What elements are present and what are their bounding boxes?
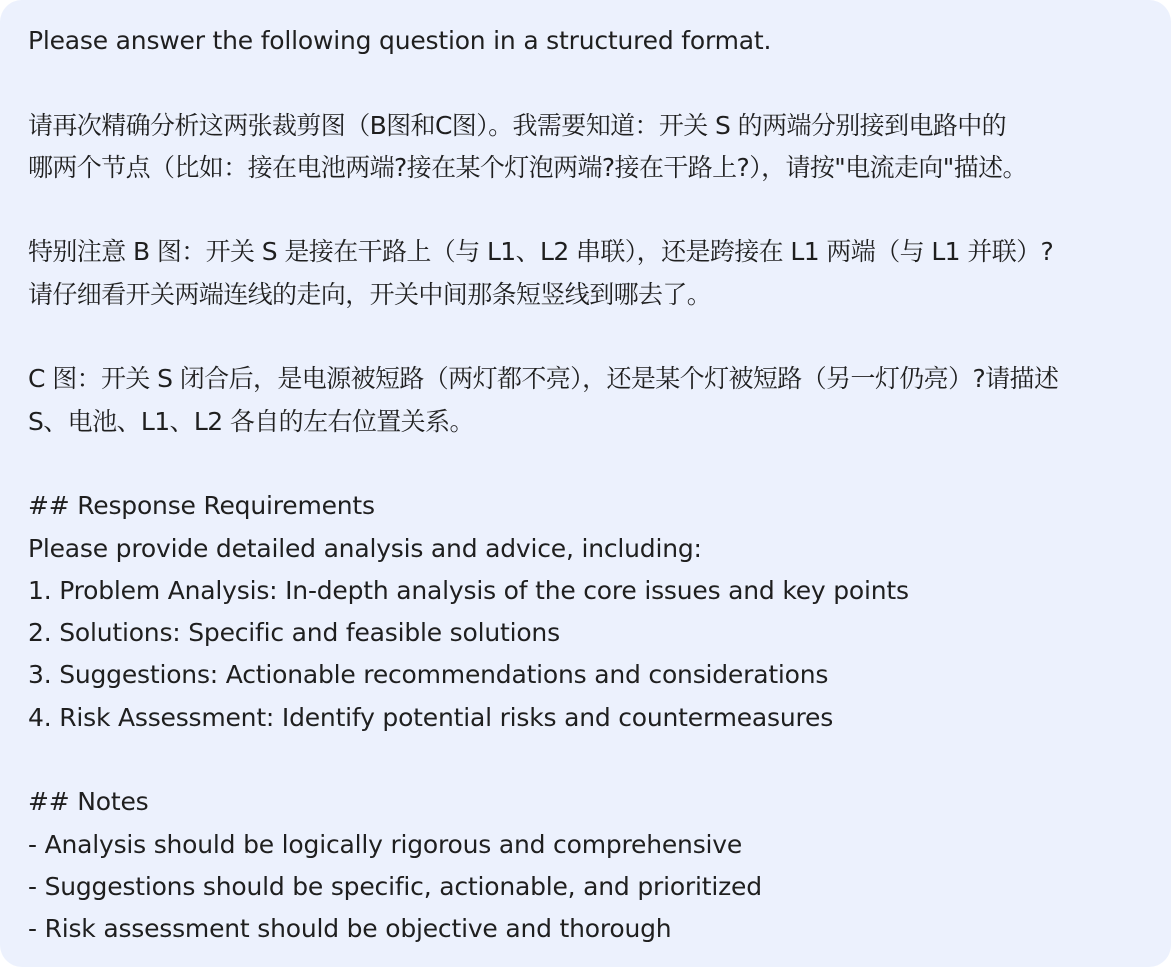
blank-line xyxy=(28,316,1143,358)
requirements-heading: ## Response Requirements xyxy=(28,491,375,521)
requirement-item: 4. Risk Assessment: Identify potential risks and countermeasures xyxy=(28,702,834,732)
blank-line xyxy=(28,739,1143,781)
note-item: - Suggestions should be specific, actionable, and prioritized xyxy=(28,871,762,901)
requirement-item: 2. Solutions: Specific and feasible solutions xyxy=(28,618,560,648)
note-item: - Risk assessment should be objective and thorough xyxy=(28,914,672,944)
question-line: C 图：开关 S 闭合后，是电源被短路（两灯都不亮），还是某个灯被短路（另一灯仍亮）?请描述 xyxy=(28,364,1059,394)
question-line: 特别注意 B 图：开关 S 是接在干路上（与 L1、L2 串联），还是跨接在 L1 两端（与 L1 并联）? xyxy=(28,237,1054,267)
question-line: 哪两个节点（比如：接在电池两端?接在某个灯泡两端?接在干路上?），请按"电流走向"描述。 xyxy=(28,152,1027,182)
blank-line xyxy=(28,443,1143,485)
question-line: 请再次精确分析这两张裁剪图（B图和C图）。我需要知道：开关 S 的两端分别接到电路中的 xyxy=(28,110,1007,140)
intro-line: Please answer the following question in a structured format. xyxy=(28,26,772,55)
blank-line xyxy=(28,62,1143,104)
blank-line xyxy=(28,189,1143,231)
notes-heading: ## Notes xyxy=(28,787,149,817)
requirements-intro: Please provide detailed analysis and advice, including: xyxy=(28,533,702,563)
requirement-item: 3. Suggestions: Actionable recommendations and considerations xyxy=(28,660,829,690)
question-line: 请仔细看开关两端连线的走向，开关中间那条短竖线到哪去了。 xyxy=(28,279,712,309)
requirement-item: 1. Problem Analysis: In-depth analysis of the core issues and key points xyxy=(28,575,909,605)
note-item: - Analysis should be logically rigorous and comprehensive xyxy=(28,829,743,859)
question-line: S、电池、L1、L2 各自的左右位置关系。 xyxy=(28,406,474,436)
